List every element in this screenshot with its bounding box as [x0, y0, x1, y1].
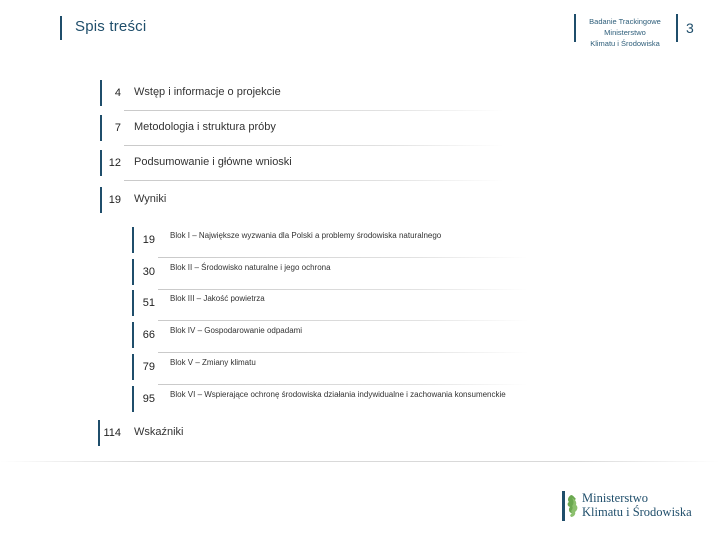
toc-subitem-label: Blok V – Zmiany klimatu: [170, 358, 256, 367]
toc-divider: [158, 257, 528, 258]
toc-divider: [158, 320, 528, 321]
toc-divider: [124, 145, 504, 146]
title-bar: [60, 16, 62, 40]
toc-divider: [158, 289, 528, 290]
toc-subitem-label: Blok IV – Gospodarowanie odpadami: [170, 326, 303, 335]
project-bar-right: [676, 14, 678, 42]
toc-subitem-label: Blok III – Jakość powietrza: [170, 294, 265, 303]
project-line-3: Klimatu i Środowiska: [590, 39, 660, 48]
ministry-logo-text: [582, 491, 692, 519]
toc-page-number: 95: [132, 386, 158, 412]
toc-item-label: Metodologia i struktura próby: [134, 121, 276, 133]
toc-page-number: 12: [100, 150, 124, 176]
logo-line-1: Ministerstwo: [582, 491, 648, 505]
toc-item-label: Wyniki: [134, 193, 167, 205]
toc-page-number: 7: [100, 115, 124, 141]
toc-divider: [158, 384, 528, 385]
toc-page-number: 66: [132, 322, 158, 348]
toc-page-number: 51: [132, 290, 158, 316]
toc-page-number: 19: [132, 227, 158, 253]
toc-page-number: 114: [98, 420, 124, 446]
project-line-2: Ministerstwo: [604, 28, 646, 37]
toc-page-number: 4: [100, 80, 124, 106]
toc-item-label: Wstęp i informacje o projekcie: [134, 86, 281, 98]
toc-divider: [124, 180, 504, 181]
ministry-logo: [562, 489, 702, 523]
toc-item-label: Podsumowanie i główne wnioski: [134, 156, 292, 168]
project-line-1: Badanie Trackingowe: [589, 17, 661, 26]
project-bar-left: [574, 14, 576, 42]
toc-item-label: Wskaźniki: [134, 426, 184, 438]
logo-line-2: Klimatu i Środowiska: [582, 505, 692, 519]
page-title: Spis treści: [75, 18, 147, 35]
toc-subitem-label: Blok II – Środowisko naturalne i jego ochrona: [170, 263, 331, 272]
project-name: [578, 16, 672, 49]
toc-divider: [124, 110, 504, 111]
toc-subitem-label: Blok VI – Wspierające ochronę środowiska działania indywidualne i zachowania konsumenckie: [170, 390, 506, 399]
toc-page-number: 30: [132, 259, 158, 285]
ministry-eagle-emblem-icon: [562, 489, 580, 523]
toc-page-number: 19: [100, 187, 124, 213]
toc-divider: [158, 352, 528, 353]
page-number: 3: [686, 20, 694, 36]
footer-divider: [0, 461, 720, 462]
toc-page-number: 79: [132, 354, 158, 380]
toc-subitem-label: Blok I – Największe wyzwania dla Polski a problemy środowiska naturalnego: [170, 231, 442, 240]
